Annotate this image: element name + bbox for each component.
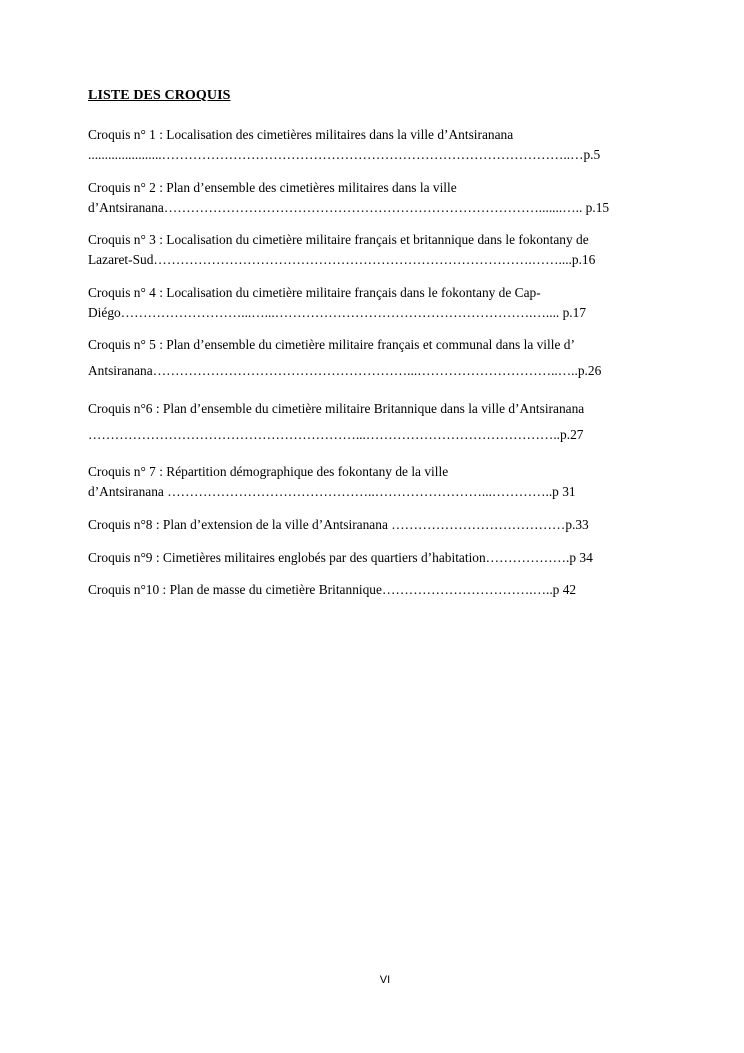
- page-number: VI: [379, 974, 391, 986]
- list-item: [88, 125, 663, 165]
- list-heading: LISTE DES CROQUIS: [88, 88, 231, 103]
- entry-leader-page: ......................………………………………………………………………………………..…p.5: [88, 147, 601, 162]
- list-item: [88, 548, 663, 568]
- list-item: [88, 283, 663, 323]
- entry-leader-page: Diégo………………………...…...………………………………………………….….... p.17: [88, 305, 587, 320]
- entry-leader-page: ……………………………………………………...……………………………………..p.27: [88, 427, 584, 442]
- entry-title: Croquis n° 3 : Localisation du cimetière militaire français et britannique dans le fokontany de: [88, 232, 589, 247]
- list-item: [88, 335, 663, 381]
- list-item: [88, 178, 663, 218]
- list-item: [88, 515, 663, 535]
- list-item: [88, 462, 663, 502]
- entry-leader-page: d’Antsiranana………………………………………………………………………….......….. p.15: [88, 200, 610, 215]
- entry-title: Croquis n° 4 : Localisation du cimetière militaire français dans le fokontany de Cap-: [88, 285, 541, 300]
- entry-leader-page: d’Antsiranana ………………………………………..……………………...…………..p 31: [88, 484, 576, 499]
- entry-title: Croquis n°9 : Cimetières militaires englobés par des quartiers d’habitation……………….p 34: [88, 550, 593, 565]
- entry-title: Croquis n°6 : Plan d’ensemble du cimetière militaire Britannique dans la ville d’Antsiranana: [88, 401, 585, 416]
- list-item: [88, 580, 663, 600]
- entry-title: Croquis n°8 : Plan d’extension de la ville d’Antsiranana …………………………………p.33: [88, 517, 589, 532]
- entry-title: Croquis n° 7 : Répartition démographique des fokontany de la ville: [88, 464, 449, 479]
- entry-title: Croquis n° 2 : Plan d’ensemble des cimetières militaires dans la ville: [88, 180, 457, 195]
- entry-title: Croquis n° 5 : Plan d’ensemble du cimetière militaire français et communal dans la ville d’: [88, 337, 575, 352]
- entry-leader-page: Lazaret-Sud………………………………………………………………………….……....p.16: [88, 252, 596, 267]
- list-item: [88, 399, 663, 445]
- entry-leader-page: Antsiranana…………………………………………………...…………………………..…..p.26: [88, 363, 602, 378]
- entry-title: Croquis n° 1 : Localisation des cimetières militaires dans la ville d’Antsiranana: [88, 127, 514, 142]
- list-item: [88, 230, 663, 270]
- entry-title: Croquis n°10 : Plan de masse du cimetière Britannique…………………………….…..p 42: [88, 582, 577, 597]
